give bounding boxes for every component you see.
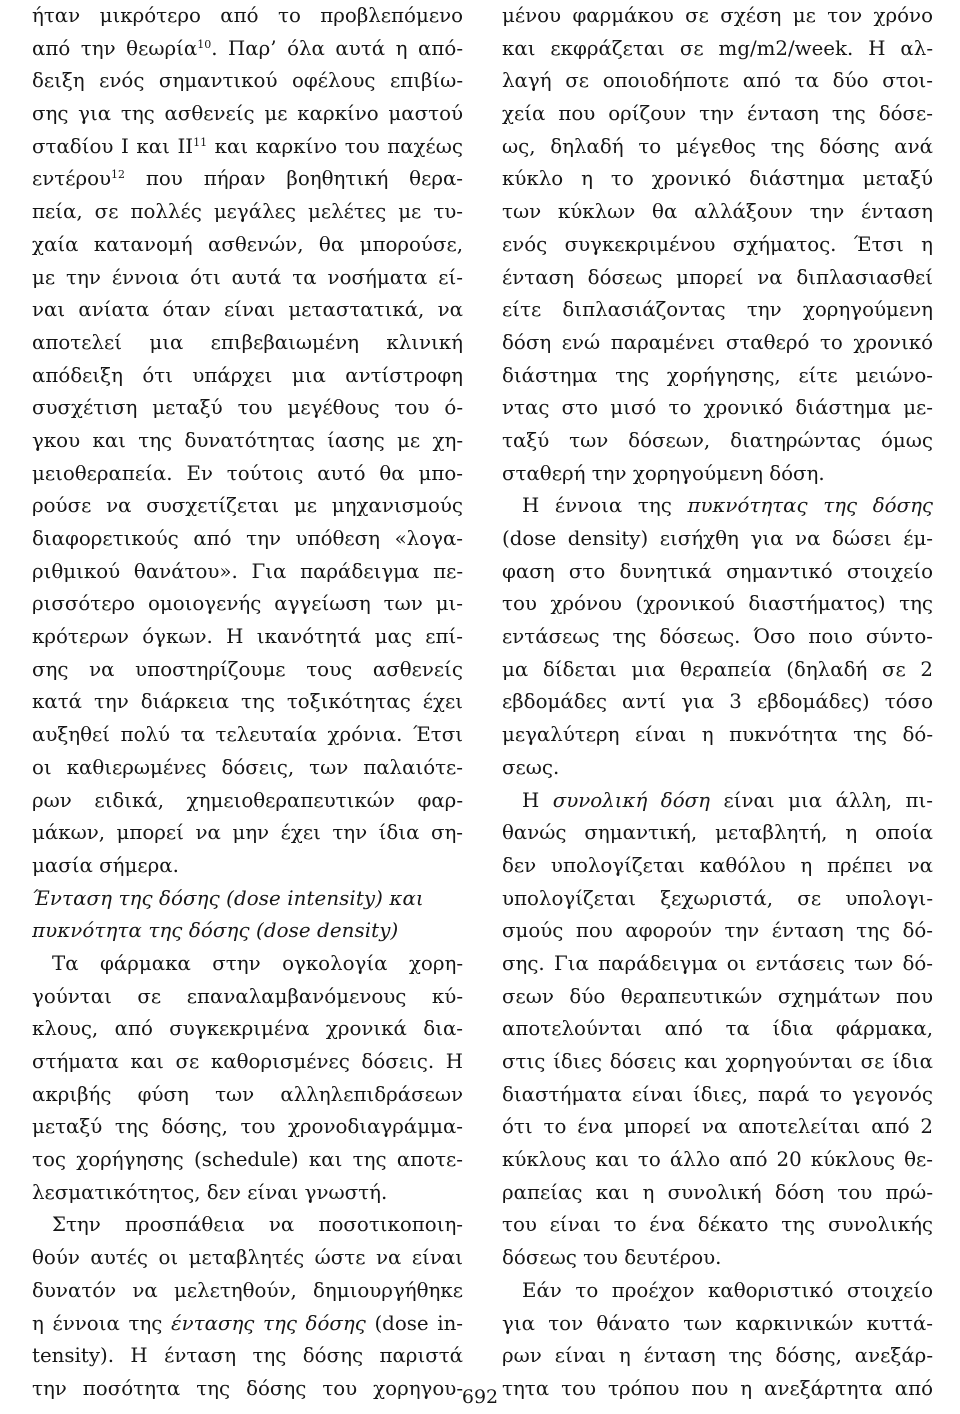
text-line [32, 588, 463, 621]
text-line [502, 1275, 933, 1308]
text-line [32, 719, 463, 752]
text-line [502, 883, 933, 916]
line-text: (dose density) εισήχθη για να δώσει έμ- [502, 527, 933, 550]
text-line [32, 392, 463, 425]
text-line [32, 817, 463, 850]
text-line [502, 294, 933, 327]
line-text: μένου φαρμάκου σε σχέση με τον χρόνο [502, 4, 933, 27]
line-text: σμούς που αφορούν την ένταση της δό- [502, 919, 933, 943]
text-line [502, 1144, 933, 1177]
line-text: δεν υπολογίζεται καθόλου η πρέπει να [502, 853, 933, 877]
line-text: τητα του τρόπου που η ανεξάρτητα από [502, 1376, 933, 1400]
section-heading-line [32, 915, 463, 948]
line-text: δυνατόν να μελετηθούν, δημιουργήθηκε [32, 1278, 463, 1302]
text-line [32, 686, 463, 719]
line-text: Εάν το προέχον καθοριστικό στοιχείο [522, 1278, 933, 1302]
line-text: ρων ειδικά, χημειοθεραπευτικών φαρ- [32, 788, 463, 812]
line-text: είτε διπλασιάζοντας την χορηγούμενη [502, 298, 933, 322]
line-text: Ένταση της δόσης (dose intensity) και [32, 886, 424, 910]
text-line [32, 327, 463, 360]
text-line [32, 1013, 463, 1046]
text-line [502, 0, 933, 33]
text-line [32, 131, 463, 164]
line-text: κατά την διάρκεια της τοξικότητας έχει [32, 690, 463, 714]
text-line [32, 948, 463, 981]
line-text: με την έννοια ότι αυτά τα νοσήματα εί- [32, 265, 463, 289]
line-text: λαγή σε οποιοδήποτε από τα δύο στοι- [502, 69, 933, 93]
text-line [502, 981, 933, 1014]
line-text: χαία κατανομή ασθενών, θα μπορούσε, [32, 232, 463, 256]
line-text: φαση στο δυνητικά σημαντικό στοιχείο [502, 559, 933, 583]
page-number: 692 [461, 1386, 499, 1408]
text-line [502, 163, 933, 196]
line-text: διαστήματα είναι ίδιες, παρά το γεγονός [502, 1082, 933, 1106]
line-text: ριθμικού θανάτου». Για παράδειγμα πε- [32, 559, 463, 583]
text-line [502, 556, 933, 589]
line-text: η έννοια της [32, 1311, 171, 1335]
line-text: σης για της ασθενείς με καρκίνο μαστού [32, 102, 463, 126]
line-text: σεως. [502, 755, 560, 779]
line-text: θούν αυτές οι μεταβλητές ώστε να είναι [32, 1246, 463, 1270]
text-line [32, 98, 463, 131]
line-text-continued: . Παρ’ όλα αυτά η από- [211, 36, 463, 60]
text-line [502, 523, 933, 556]
line-text: υπολογίζεται ξεχωριστά, σε υπολογι- [502, 886, 933, 910]
text-line [502, 1308, 933, 1341]
line-text: μεγαλύτερη είναι η πυκνότητα της δό- [502, 723, 933, 747]
text-line [502, 196, 933, 229]
text-line [502, 65, 933, 98]
line-text: διάστημα της χορήγησης, είτε μειώνο- [502, 363, 933, 387]
line-text: διαφορετικούς από την υπόθεση «λογα- [32, 527, 463, 550]
text-line [502, 131, 933, 164]
line-text: σης. Για παράδειγμα οι εντάσεις των δό- [502, 951, 933, 975]
text-line [502, 98, 933, 131]
text-line [502, 425, 933, 458]
text-line [32, 1209, 463, 1242]
line-text: ταξύ των δόσεων, διατηρώντας όμως [502, 428, 933, 452]
text-line [502, 915, 933, 948]
text-line [32, 229, 463, 262]
line-text: μειοθεραπεία. Εν τούτοις αυτό θα μπο- [32, 461, 463, 485]
text-line [32, 556, 463, 589]
text-line [502, 588, 933, 621]
line-text: χεία που ορίζουν την ένταση της δόσε- [502, 102, 933, 126]
text-line [32, 360, 463, 393]
text-line [502, 327, 933, 360]
line-text: λεσματικότητος, δεν είναι γνωστή. [32, 1180, 388, 1204]
right-column [502, 0, 933, 1406]
line-text: αποτελεί μια επιβεβαιωμένη κλινική [32, 330, 463, 354]
text-line [502, 817, 933, 850]
line-text: αυξηθεί πολύ τα τελευταία χρόνια. Έτσι [32, 723, 463, 747]
line-text: για τον θάνατο των καρκινικών κυττά- [502, 1311, 933, 1335]
line-text: μεταξύ της δόσης, του χρονοδιαγράμμα- [32, 1115, 463, 1139]
text-line [502, 752, 933, 785]
line-text: ενός συγκεκριμένου σχήματος. Έτσι η [502, 232, 933, 256]
line-text: τος χορήγησης (schedule) και της αποτε- [32, 1148, 463, 1172]
line-text: δόση ενώ παραμένει σταθερό το χρονικό [502, 330, 933, 354]
line-text: ναι ανίατα όταν είναι μεταστατικά, να [32, 298, 463, 322]
line-text: εντέρου [32, 167, 112, 191]
line-text: κύκλο η το χρονικό διάστημα μεταξύ [502, 167, 933, 191]
line-text: από την θεωρία [32, 36, 198, 60]
text-line [502, 654, 933, 687]
line-text: ότι το ένα μπορεί να αποτελείται από 2 [502, 1115, 933, 1139]
line-text: Στην προσπάθεια να ποσοτικοποιη- [52, 1213, 463, 1237]
line-text: εβδομάδες αντί για 3 εβδομάδες) τόσο [502, 690, 933, 714]
text-line [32, 163, 463, 196]
left-column [32, 0, 463, 1406]
text-line [502, 392, 933, 425]
text-line [502, 360, 933, 393]
text-line [32, 425, 463, 458]
line-text: του χρόνου (χρονικού διαστήματος) της [502, 592, 933, 616]
text-line [32, 1242, 463, 1275]
line-text: Η έννοια της [522, 494, 688, 518]
text-line [32, 1177, 463, 1210]
text-line [32, 262, 463, 295]
line-text-continued: που πήραν βοηθητική θερα- [125, 167, 463, 191]
text-line [32, 752, 463, 785]
line-text: γκου και της δυνατότητας ίασης με χη- [32, 428, 463, 452]
text-line [32, 1340, 463, 1373]
text-line [32, 523, 463, 556]
line-text: γούνται σε επαναλαμβανόμενους κύ- [32, 984, 463, 1008]
text-line [502, 458, 933, 491]
text-line [502, 262, 933, 295]
line-text: σταδίου Ι και ΙΙ [32, 134, 194, 158]
line-text: ρων είναι η ένταση της δόσης, ανεξάρ- [502, 1344, 933, 1368]
text-line [502, 1340, 933, 1373]
text-line [32, 1046, 463, 1079]
text-line [32, 850, 463, 883]
line-text: σης να υποστηρίζουμε τους ασθενείς [32, 657, 463, 681]
text-line [502, 1242, 933, 1275]
line-text-continued: και καρκίνο του παχέως [207, 134, 463, 158]
italic-term: πυκνότητας της δόσης [687, 494, 933, 518]
line-text: ήταν μικρότερο από το προβλεπόμενο [32, 4, 463, 27]
line-text: και εκφράζεται σε mg/m2/week. Η αλ- [502, 36, 933, 60]
text-line [502, 1209, 933, 1242]
text-line [32, 294, 463, 327]
text-line [502, 948, 933, 981]
text-line [32, 1275, 463, 1308]
line-text: ένταση δόσεως μπορεί να διπλασιασθεί [502, 265, 933, 289]
text-line [502, 229, 933, 262]
italic-term: έντασης της δόσης [171, 1311, 366, 1335]
line-text: μάκων, μπορεί να μην έχει την ίδια ση- [32, 821, 463, 845]
line-text: του είναι το ένα δέκατο της συνολικής [502, 1213, 933, 1237]
line-text: ραπείας και η συνολική δόση του πρώ- [502, 1180, 933, 1204]
text-line [502, 686, 933, 719]
text-line [502, 490, 933, 523]
line-text: πεία, σε πολλές μεγάλες μελέτες με τυ- [32, 200, 463, 224]
line-text: στις ίδιες δόσεις και χορηγούνται σε ίδια [502, 1050, 933, 1073]
line-text: ντας στο μισό το χρονικό διάστημα με- [502, 396, 933, 420]
text-line [32, 1308, 463, 1341]
text-line [502, 1013, 933, 1046]
text-line [502, 719, 933, 752]
line-text: δειξη ενός σημαντικού οφέλους επιβίω- [32, 69, 463, 93]
line-text: ρισσότερο ομοιογενής αγγείωση των μι- [32, 592, 463, 616]
reference-superscript: 11 [193, 135, 208, 149]
text-line [502, 785, 933, 818]
text-line [32, 1144, 463, 1177]
text-line [32, 490, 463, 523]
line-text: θανώς σημαντική, μεταβλητή, η οποία [502, 821, 933, 845]
line-text: πυκνότητα της δόσης (dose density) [32, 919, 399, 943]
line-text: οι καθιερωμένες δόσεις, των παλαιότε- [32, 755, 463, 779]
text-line [502, 1079, 933, 1112]
text-line [32, 621, 463, 654]
line-text: tensity). Η ένταση της δόσης παριστά [32, 1344, 463, 1368]
italic-term: συνολική δόση [552, 788, 710, 812]
line-text: στήματα και σε καθορισμένες δόσεις. Η [32, 1050, 463, 1073]
text-line [32, 1079, 463, 1112]
text-line [32, 65, 463, 98]
line-text: μασία σήμερα. [32, 853, 179, 877]
text-line [32, 1111, 463, 1144]
line-text: συσχέτιση μεταξύ του μεγέθους του ό- [32, 396, 463, 420]
text-line [32, 458, 463, 491]
text-line [32, 0, 463, 33]
line-text: εντάσεως της δόσεως. Όσο ποιο σύντο- [502, 625, 933, 649]
line-text: Η [522, 788, 553, 812]
line-text: κλους, από συγκεκριμένα χρονικά δια- [32, 1017, 463, 1041]
reference-superscript: 12 [111, 168, 126, 182]
line-text: ρούσε να συσχετίζεται με μηχανισμούς [32, 494, 463, 518]
line-text: των κύκλων θα αλλάξουν την ένταση [502, 200, 933, 224]
line-text: σταθερή την χορηγούμενη δόση. [502, 461, 825, 485]
text-line [32, 785, 463, 818]
line-text: την ποσότητα της δόσης του χορηγου- [32, 1376, 463, 1400]
line-text-continued: είναι μια άλλη, πι- [709, 788, 933, 812]
line-text: ως, δηλαδή το μέγεθος της δόσης ανά [502, 134, 933, 158]
text-line [32, 33, 463, 66]
line-text: δόσεως του δευτέρου. [502, 1246, 722, 1270]
line-text: απόδειξη ότι υπάρχει μια αντίστροφη [32, 363, 463, 387]
line-text: μα δίδεται μια θεραπεία (δηλαδή σε 2 [502, 657, 933, 681]
text-line [502, 1046, 933, 1079]
text-line [502, 33, 933, 66]
text-line [32, 196, 463, 229]
text-line [502, 621, 933, 654]
text-line [502, 850, 933, 883]
text-line [502, 1177, 933, 1210]
line-text: αποτελούνται από τα ίδια φάρμακα, [502, 1017, 933, 1041]
line-text: σεων δύο θεραπευτικών σχημάτων που [502, 984, 933, 1008]
line-text-continued: (dose in- [365, 1311, 463, 1335]
line-text: Τα φάρμακα στην ογκολογία χορη- [52, 951, 463, 975]
line-text: κρότερων όγκων. Η ικανότητά μας επί- [32, 625, 463, 649]
line-text: κύκλους και το άλλο από 20 κύκλους θε- [502, 1148, 933, 1172]
line-text: ακριβής φύση των αλληλεπιδράσεων [32, 1082, 463, 1106]
text-line [32, 981, 463, 1014]
text-line [32, 654, 463, 687]
section-heading-line [32, 883, 463, 916]
reference-superscript: 10 [197, 37, 212, 51]
text-line [502, 1111, 933, 1144]
